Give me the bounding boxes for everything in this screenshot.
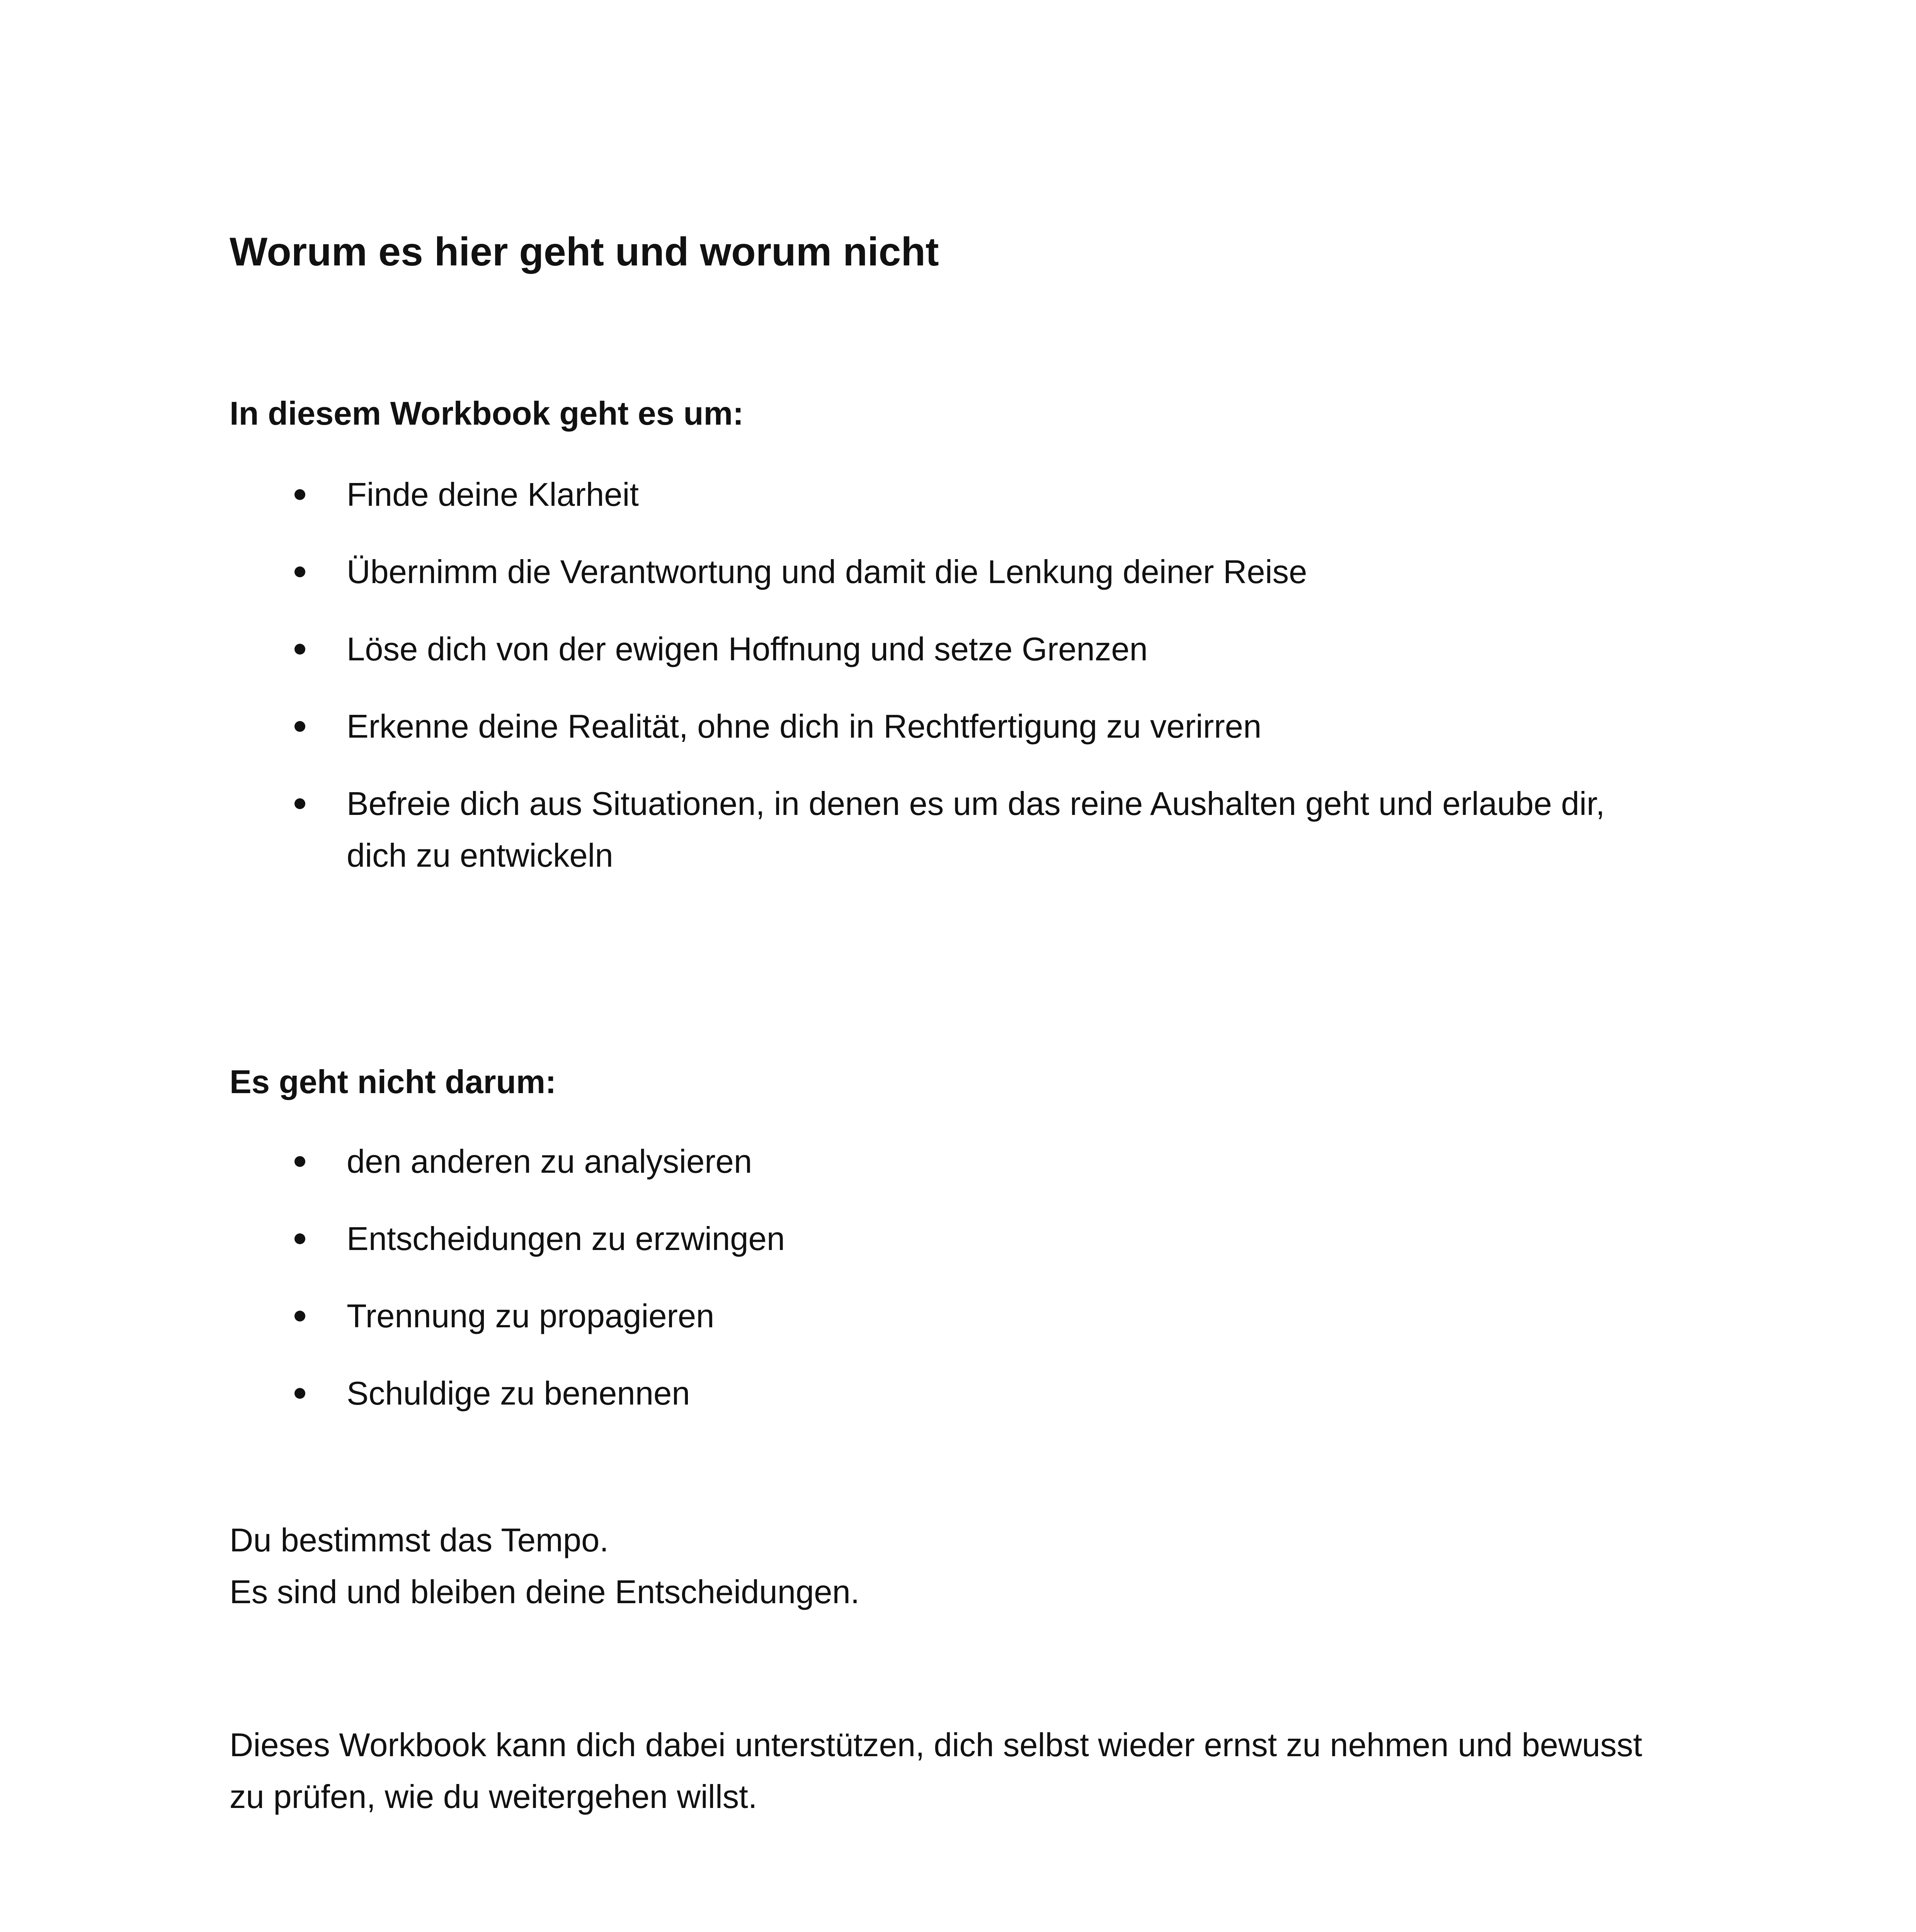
closing-stanza-1 xyxy=(230,1924,1690,1932)
list-item xyxy=(230,1291,1659,1342)
list-item xyxy=(230,469,1659,521)
bullet-icon xyxy=(294,644,305,655)
tempo-line: Es sind und bleiben deine Entscheidungen. xyxy=(230,1574,860,1611)
support-paragraph: Dieses Workbook kann dich dabei unterstützen, dich selbst wieder ernst zu nehmen und bewusst zu prüfen, wie du weitergehen willst. xyxy=(230,1727,1642,1815)
list-item xyxy=(230,1136,1659,1188)
bullet-icon xyxy=(294,1311,305,1321)
not-about-list xyxy=(230,1136,1659,1445)
list-item-text: Schuldige zu benennen xyxy=(347,1375,690,1412)
bullet-icon xyxy=(294,489,305,500)
list-item-text: Trennung zu propagieren xyxy=(347,1298,715,1335)
list-item xyxy=(230,624,1659,675)
tempo-paragraph xyxy=(230,1515,1659,1618)
list-item xyxy=(230,778,1659,882)
closing-line xyxy=(230,1924,1690,1932)
bullet-icon xyxy=(294,1233,305,1244)
list-item xyxy=(230,546,1659,598)
list-item-text: Befreie dich aus Situationen, in denen es um das reine Aushalten geht und erlaube dir, dich zu entwickeln xyxy=(347,786,1605,874)
list-item-text: den anderen zu analysieren xyxy=(347,1143,752,1180)
bullet-icon xyxy=(294,721,305,732)
tempo-line: Du bestimmst das Tempo. xyxy=(230,1522,609,1559)
list-item-text: Übernimm die Verantwortung und damit die Lenkung deiner Reise xyxy=(347,554,1307,590)
list-item-text: Finde deine Klarheit xyxy=(347,476,639,513)
list-item-text: Löse dich von der ewigen Hoffnung und setze Grenzen xyxy=(347,631,1148,668)
list-item xyxy=(230,701,1659,753)
section-heading-not: Es geht nicht darum: xyxy=(230,1064,556,1100)
workbook-topics-list xyxy=(230,469,1659,907)
list-item-text: Erkenne deine Realität, ohne dich in Rechtfertigung zu verirren xyxy=(347,708,1262,745)
list-item xyxy=(230,1213,1659,1265)
list-item xyxy=(230,1368,1659,1420)
bullet-icon xyxy=(294,566,305,577)
bullet-icon xyxy=(294,1388,305,1399)
bullet-icon xyxy=(294,1156,305,1167)
page-title: Worum es hier geht und worum nicht xyxy=(230,230,939,274)
section-heading-about: In diesem Workbook geht es um: xyxy=(230,395,744,432)
list-item-text: Entscheidungen zu erzwingen xyxy=(347,1221,785,1257)
bullet-icon xyxy=(294,798,305,809)
